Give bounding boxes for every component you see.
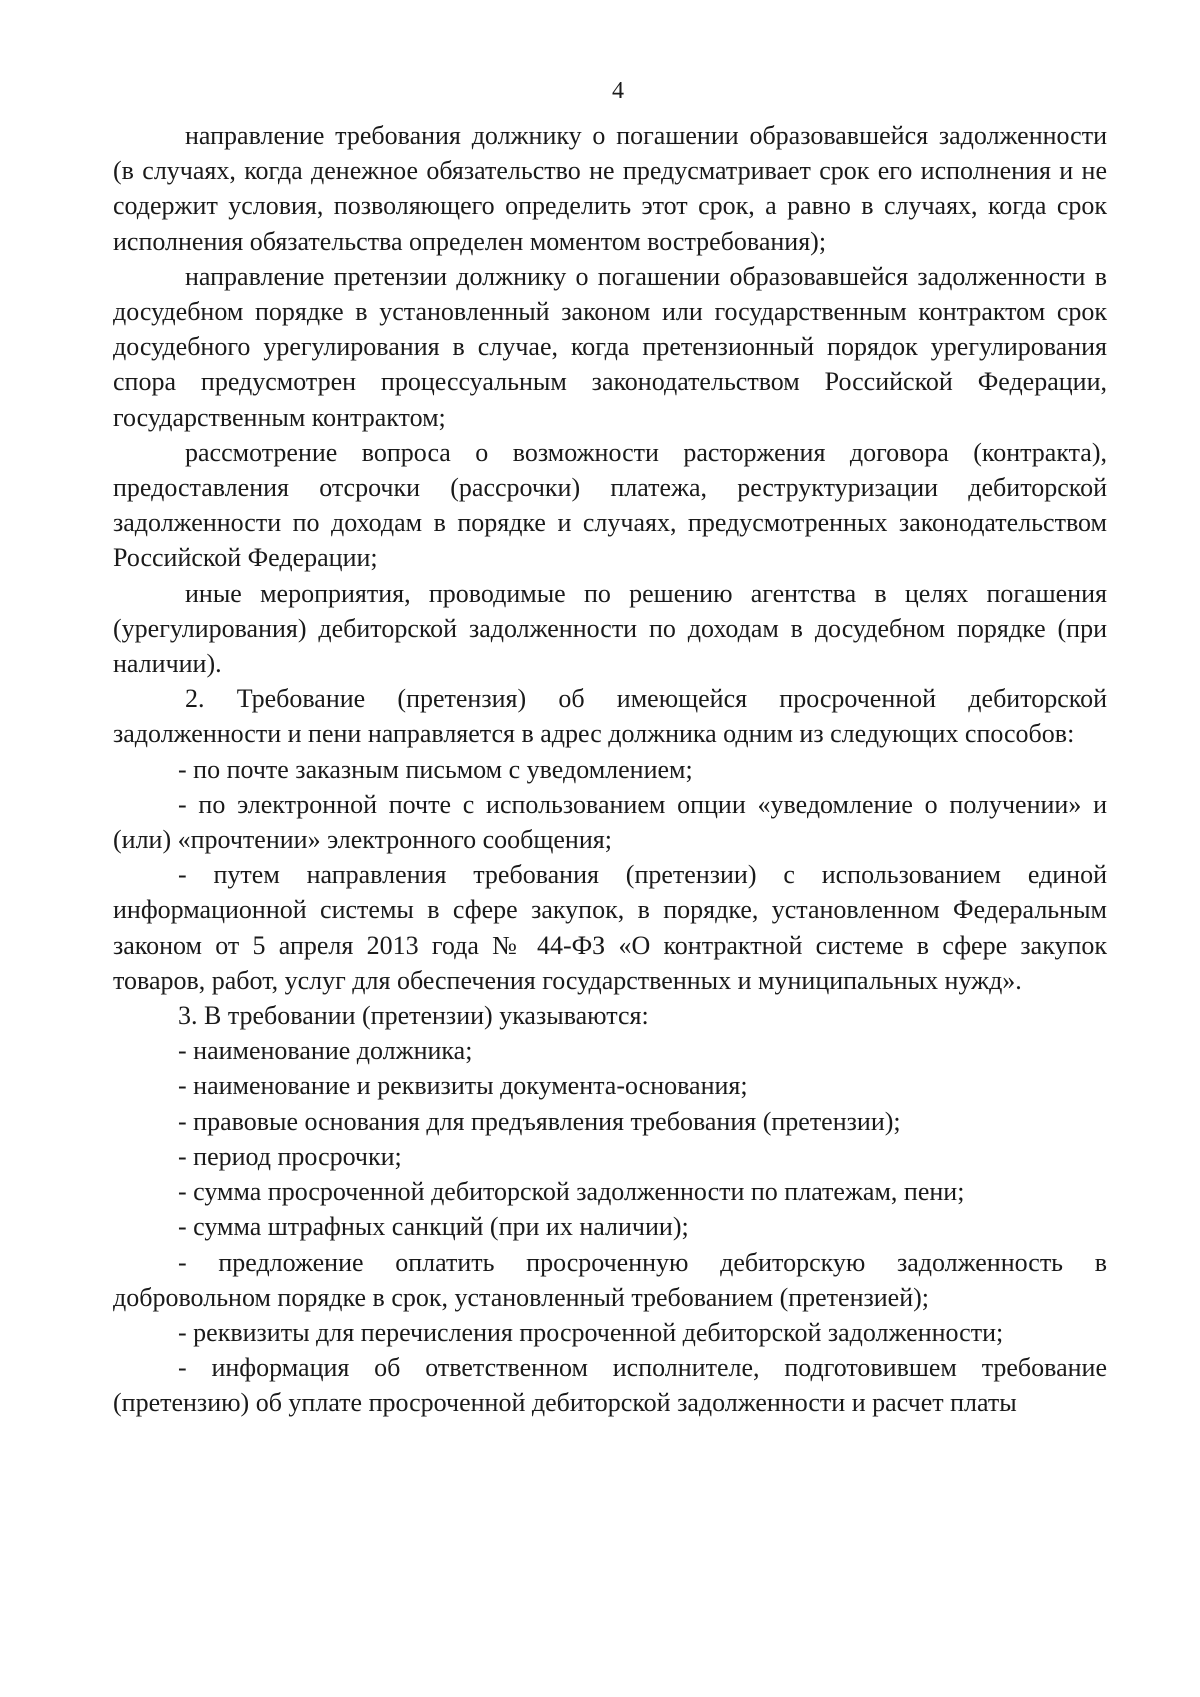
list-item-overdue-period: - период просрочки; — [178, 1141, 402, 1171]
list-item-mail: - по почте заказным письмом с уведомлением; — [178, 754, 693, 784]
paragraph-section-2: 2. Требование (претензия) об имеющейся просроченной дебиторской задолженности и пени направляется в адрес должника одним из следующих способов: — [113, 684, 1107, 749]
page-number: 4 — [612, 78, 624, 104]
list-item-responsible-person: - информация об ответственном исполнителе, подготовившем требование (претензию) об уплате просроченной дебиторской задолженности и расчет платы — [113, 1353, 1107, 1418]
list-item-overdue-amount: - сумма просроченной дебиторской задолженности по платежам, пени; — [178, 1177, 965, 1207]
list-item-base-document: - наименование и реквизиты документа-основания; — [178, 1071, 748, 1101]
list-item-debtor-name: - наименование должника; — [178, 1036, 473, 1066]
paragraph-claim-to-debtor: направление претензии должнику о погашении образовавшейся задолженности в досудебном порядке в установленный законом или государственным контрактом срок досудебного урегулирования в случае, когда претензионный порядок урегулирования спора предусмотрен процессуальным законодательством Российской Федерации, государственным контрактом; — [113, 261, 1107, 432]
list-item-procurement-system: - путем направления требования (претензии) с использованием единой информационной системы в сфере закупок, в порядке, установленном Федеральным законом от 5 апреля 2013 года № 44-ФЗ «О контрактной системе в сфере закупок товаров, работ, услуг для обеспечения государственных и муниципальных нужд». — [113, 860, 1107, 995]
paragraph-contract-termination: рассмотрение вопроса о возможности расторжения договора (контракта), предоставления отсрочки (рассрочки) платежа, реструктуризации дебиторской задолженности по доходам в порядке и случаях, предусмотренных законодательством Российской Федерации; — [113, 437, 1107, 573]
document-body — [113, 118, 1107, 1421]
paragraph-demand-to-debtor: направление требования должнику о погашении образовавшейся задолженности (в случаях, когда денежное обязательство не предусматривает срок его исполнения и не содержит условия, позволяющего определить этот срок, а равно в случаях, когда срок исполнения обязательства определен моментом востребования); — [113, 121, 1107, 256]
paragraph-other-measures: иные мероприятия, проводимые по решению агентства в целях погашения (урегулирования) дебиторской задолженности по доходам в досудебном порядке (при наличии). — [113, 578, 1107, 679]
list-item-penalties: - сумма штрафных санкций (при их наличии); — [178, 1212, 689, 1242]
list-item-voluntary-payment: - предложение оплатить просроченную дебиторскую задолженность в добровольном порядке в срок, установленный требованием (претензией); — [113, 1247, 1107, 1312]
list-item-email: - по электронной почте с использованием опции «уведомление о получении» и (или) «прочтении» электронного сообщения; — [113, 789, 1107, 855]
list-item-legal-grounds: - правовые основания для предъявления требования (претензии); — [178, 1106, 901, 1136]
paragraph-section-3: 3. В требовании (претензии) указываются: — [178, 1001, 649, 1031]
list-item-payment-details: - реквизиты для перечисления просроченной дебиторской задолженности; — [178, 1317, 1004, 1347]
